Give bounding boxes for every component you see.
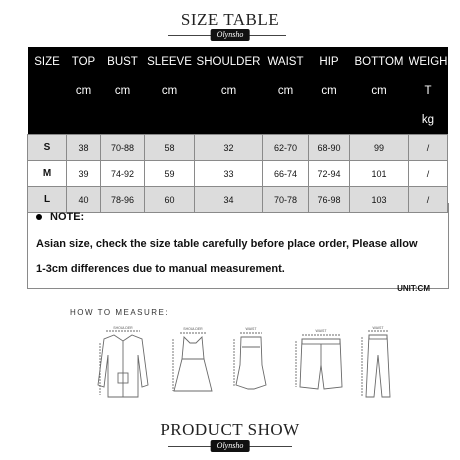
brand-logo: Olynsho xyxy=(211,29,250,41)
unit-cell xyxy=(101,105,145,135)
table-cell: 40 xyxy=(67,187,101,213)
column-header-hip: HIP xyxy=(319,55,339,68)
unit-cell: cm xyxy=(161,84,178,97)
unit-cell xyxy=(263,105,309,135)
table-row xyxy=(28,161,448,187)
table-row xyxy=(28,135,448,161)
unit-cell: kg xyxy=(421,113,435,126)
table-cell: 34 xyxy=(195,187,263,213)
table-cell: 70-78 xyxy=(263,187,309,213)
table-cell: 78-96 xyxy=(101,187,145,213)
size-cell: S xyxy=(28,135,67,161)
table-cell: 33 xyxy=(195,161,263,187)
footer-brand-logo: Olynsho xyxy=(211,440,250,452)
unit-cell xyxy=(67,105,101,135)
shirt-figure xyxy=(92,325,154,405)
size-cell: M xyxy=(28,161,67,187)
footer-brand-row xyxy=(0,440,460,452)
unit-cell xyxy=(28,105,67,135)
brand-row xyxy=(0,29,460,41)
table-cell: / xyxy=(409,187,448,213)
table-cell: 72-94 xyxy=(309,161,350,187)
unit-row xyxy=(28,76,448,105)
pants-figure xyxy=(358,325,398,405)
column-header-top: TOP xyxy=(71,55,96,68)
unit-cell xyxy=(350,105,409,135)
unit-cell xyxy=(195,105,263,135)
product-show-title: PRODUCT SHOW xyxy=(160,420,300,439)
shorts-icon xyxy=(290,325,352,405)
note-title: NOTE: xyxy=(36,211,84,223)
table-cell: 76-98 xyxy=(309,187,350,213)
notes-box xyxy=(27,203,449,289)
unit-cell xyxy=(309,105,350,135)
waist-label: WAIST xyxy=(245,327,257,331)
bullet-icon xyxy=(36,214,42,220)
top-icon xyxy=(228,325,274,405)
size-table-title: SIZE TABLE xyxy=(180,10,280,29)
shirt-icon xyxy=(92,325,154,405)
table-cell: 62-70 xyxy=(263,135,309,161)
shoulder-label-2: SHOULDER xyxy=(183,327,203,331)
table-cell: / xyxy=(409,161,448,187)
unit-cell: cm xyxy=(371,84,387,97)
pants-icon xyxy=(358,325,398,405)
column-header-size: SIZE xyxy=(34,55,60,68)
table-cell: 74-92 xyxy=(101,161,145,187)
table-cell: 103 xyxy=(350,187,409,213)
column-header-waist: WAIST xyxy=(267,55,304,68)
unit-label: UNIT:CM xyxy=(397,284,430,293)
top-figure xyxy=(228,325,274,405)
table-cell: 39 xyxy=(67,161,101,187)
unit-cell: cm xyxy=(114,84,131,97)
unit-row-2 xyxy=(28,105,448,135)
unit-cell: cm xyxy=(277,84,294,97)
table-cell: 101 xyxy=(350,161,409,187)
table-cell: 60 xyxy=(145,187,195,213)
header-row xyxy=(28,47,448,76)
waist-label-3: WAIST xyxy=(372,326,384,330)
table-cell: 58 xyxy=(145,135,195,161)
note-line-2: 1-3cm differences due to manual measurement. xyxy=(36,263,285,275)
unit-cell: cm xyxy=(75,84,92,97)
column-header-weigh: WEIGH xyxy=(408,55,448,68)
dress-figure xyxy=(170,325,216,405)
table-cell: 99 xyxy=(350,135,409,161)
unit-cell xyxy=(145,105,195,135)
table-cell: 68-90 xyxy=(309,135,350,161)
column-header-bottom: BOTTOM xyxy=(354,55,404,68)
shoulder-label: SHOULDER xyxy=(113,326,133,330)
note-line-1: Asian size, check the size table carefully before place order, Please allow xyxy=(36,238,418,250)
dress-icon xyxy=(170,325,216,405)
table-cell: 70-88 xyxy=(101,135,145,161)
size-cell: L xyxy=(28,187,67,213)
column-header-bust: BUST xyxy=(107,55,138,68)
unit-cell xyxy=(28,76,67,105)
unit-cell: T xyxy=(424,84,432,97)
waist-label-2: WAIST xyxy=(315,329,327,333)
column-header-shoulder: SHOULDER xyxy=(196,55,261,68)
unit-cell: cm xyxy=(321,84,337,97)
table-cell: 59 xyxy=(145,161,195,187)
how-to-measure-title: HOW TO MEASURE: xyxy=(70,308,170,317)
table-cell: / xyxy=(409,135,448,161)
unit-cell: cm xyxy=(220,84,237,97)
table-cell: 66-74 xyxy=(263,161,309,187)
size-table xyxy=(27,47,447,213)
table-cell: 38 xyxy=(67,135,101,161)
shorts-figure xyxy=(290,325,352,405)
column-header-sleeve: SLEEVE xyxy=(147,55,192,68)
table-cell: 32 xyxy=(195,135,263,161)
